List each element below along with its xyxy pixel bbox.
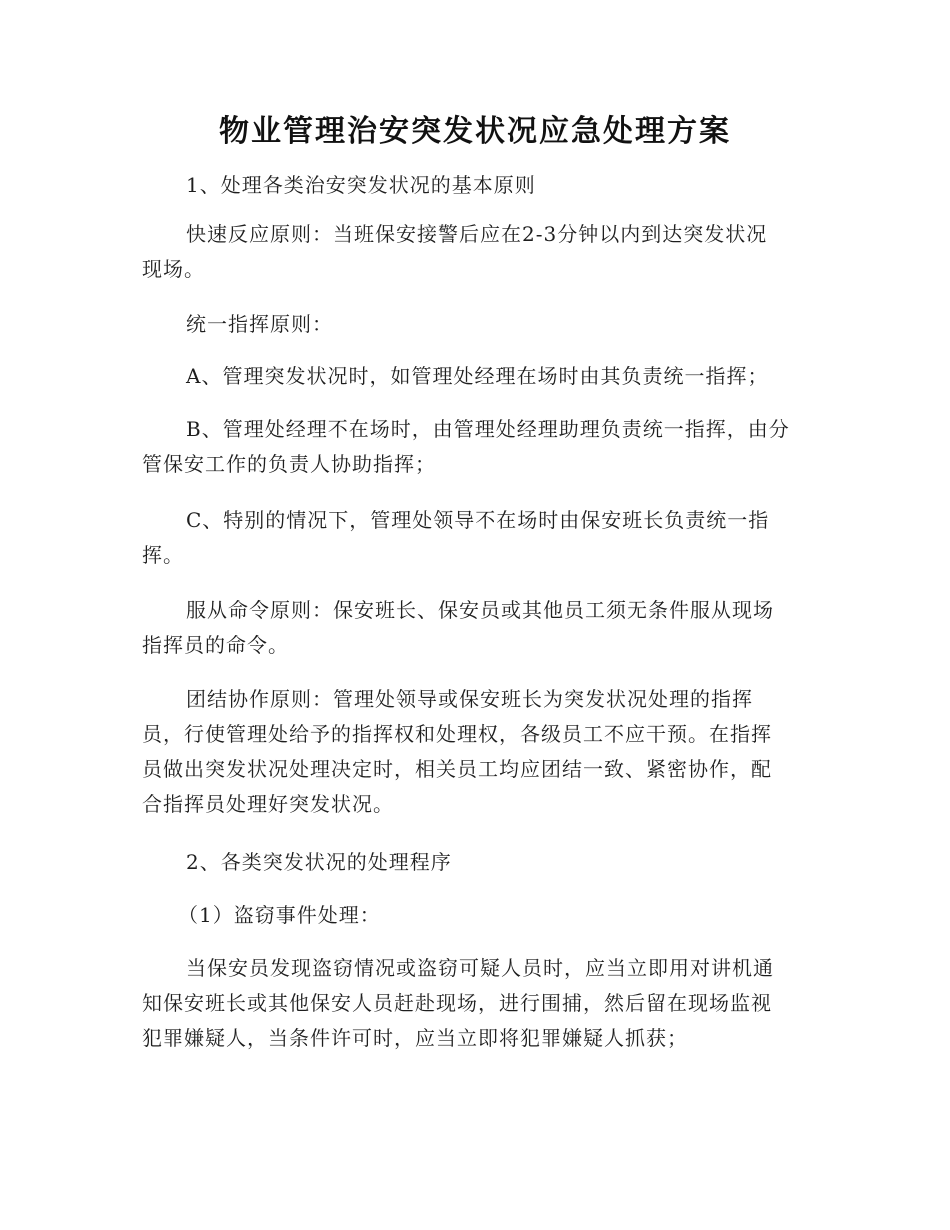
paragraph-line: B、管理处经理不在场时，由管理处经理助理负责统一指挥，由分: [186, 417, 790, 441]
paragraph: [142, 412, 806, 482]
paragraph-line: 2、各类突发状况的处理程序: [186, 850, 452, 874]
paragraph-line: 服从命令原则：保安班长、保安员或其他员工须无条件服从现场: [186, 598, 774, 622]
paragraph-line: 团结协作原则：管理处领导或保安班长为突发状况处理的指挥: [186, 687, 753, 711]
paragraph: [142, 593, 806, 663]
paragraph: [142, 217, 806, 287]
paragraph: [142, 898, 806, 933]
paragraph-line: 1、处理各类治安突发状况的基本原则: [186, 173, 536, 197]
paragraph-line: 现场。: [142, 257, 205, 281]
paragraph-line: 员做出突发状况处理决定时，相关员工均应团结一致、紧密协作，配: [142, 757, 772, 781]
paragraph-line: A、管理突发状况时，如管理处经理在场时由其负责统一指挥；: [186, 364, 769, 388]
paragraph-line: 当保安员发现盗窃情况或盗窃可疑人员时，应当立即用对讲机通: [186, 956, 774, 980]
paragraph: [142, 307, 806, 342]
paragraph-line: 指挥员的命令。: [142, 633, 289, 657]
paragraph-line: 知保安班长或其他保安人员赶赴现场，进行围捕，然后留在现场监视: [142, 991, 772, 1015]
paragraph: [142, 168, 806, 203]
paragraph-line: 犯罪嫌疑人，当条件许可时，应当立即将犯罪嫌疑人抓获；: [142, 1026, 688, 1050]
paragraph-line: （1）盗窃事件处理：: [178, 903, 381, 927]
paragraph: [142, 845, 806, 880]
paragraph-line: 快速反应原则：当班保安接警后应在2-3分钟以内到达突发状况: [186, 222, 768, 246]
paragraph-line: 员，行使管理处给予的指挥权和处理权，各级员工不应干预。在指挥: [142, 722, 772, 746]
paragraph-line: 合指挥员处理好突发状况。: [142, 792, 394, 816]
paragraph: [142, 951, 806, 1056]
paragraph-line: 挥。: [142, 543, 184, 567]
paragraph: [142, 503, 806, 573]
paragraph: [142, 359, 806, 394]
document-title: 物业管理治安突发状况应急处理方案: [219, 114, 731, 149]
paragraph: [142, 682, 806, 822]
paragraph-line: 统一指挥原则：: [186, 312, 333, 336]
paragraph-line: C、特别的情况下，管理处领导不在场时由保安班长负责统一指: [186, 508, 770, 532]
paragraph-line: 管保安工作的负责人协助指挥；: [142, 452, 436, 476]
